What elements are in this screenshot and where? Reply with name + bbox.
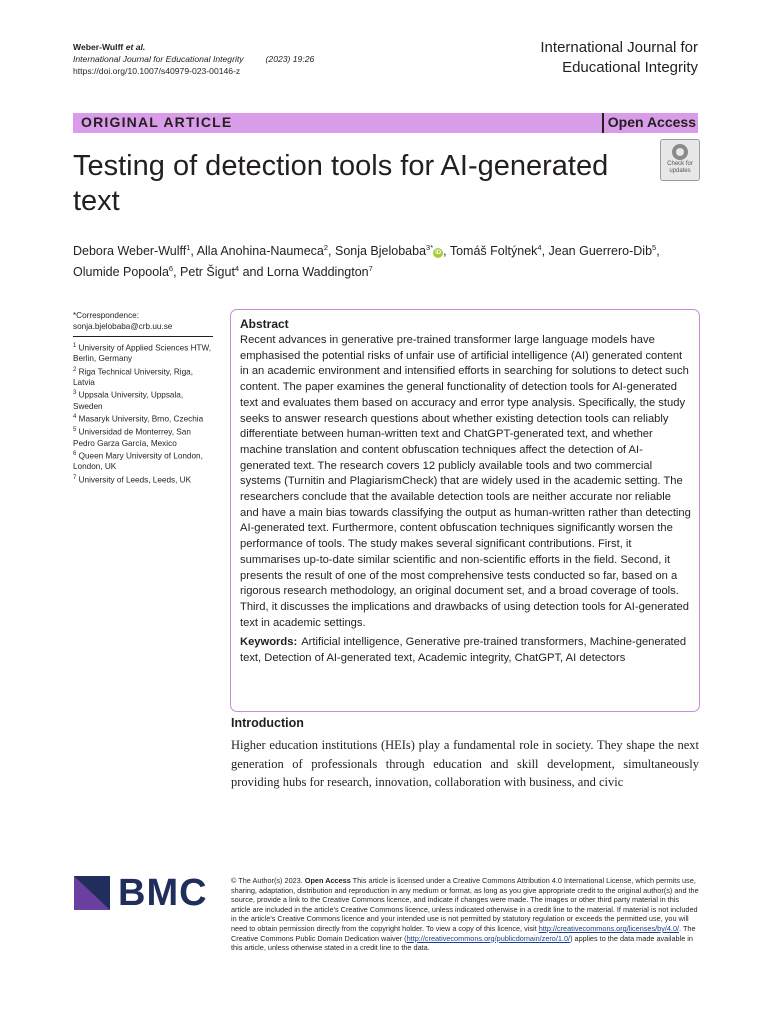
open-access-label: Open Access [602, 113, 698, 133]
author-name[interactable]: Alla Anohina-Naumeca [196, 244, 324, 259]
author-name[interactable]: Petr Šigut [180, 265, 235, 280]
keywords: Keywords: Artificial intelligence, Generative pre-trained transformers, Machine-generated text, Detection of AI-generated text, Academic integrity, ChatGPT, AI detectors [240, 636, 687, 665]
author-name[interactable]: Lorna Waddington [266, 265, 369, 280]
affiliation: $^4$ Masaryk University, Brno, Czechia [73, 414, 204, 424]
license-link[interactable]: http://creativecommons.org/licenses/by/4.0/ [538, 923, 680, 933]
article-type-label: ORIGINAL ARTICLE [81, 114, 233, 130]
affiliation: $^5$ Universidad de Monterrey, San Pedro Garza García, Mexico [73, 427, 191, 448]
author-name[interactable]: Sonja Bjelobaba [334, 244, 427, 259]
affiliation: $^7$ University of Leeds, Leeds, UK [73, 474, 192, 485]
running-authors: Weber-Wulff et al. [73, 42, 146, 52]
introduction-paragraph: Higher education institutions (HEIs) play a fundamental role in society. They shape the next generation of professionals through education and skill development, simultaneously providing hubs for research, innovation, collaboration with business, and civic [231, 738, 699, 789]
author-list: Debora Weber-Wulff$^1$, Alla Anohina-Naumeca$^2$, Sonja Bjelobaba$^{3*}$iD , Tomáš Foltýnek$^4$, Jean Guerrero-Dib$^5$, Olumide Popoola$^6$, Petr Šigut$^4$ and Lorna Waddington$^7$ [73, 243, 660, 280]
affiliation: $^3$ Uppsala University, Uppsala, Sweden [73, 390, 184, 411]
abstract-box [230, 309, 700, 712]
author-name[interactable]: Debora Weber-Wulff [73, 244, 187, 259]
bmc-logo-mark-icon [74, 876, 114, 910]
doi-link[interactable]: https://doi.org/10.1007/s40979-023-00146-z [73, 66, 241, 76]
correspondence-email[interactable]: sonja.bjelobaba@crb.uu.se [73, 321, 173, 331]
abstract-text: Recent advances in generative pre-trained transformer large language models have emphasised the potential risks of unfair use of artificial intelligence (AI) generated content in an academic environment and intensified efforts in searching for solutions to detect such content. The paper examines the general functionality of detection tools for AI-generated text and evaluates them based on accuracy and error type analysis. Specifically, the study seeks to answer research questions about whether existing detection tools can reliably differentiate between human-written text and ChatGPT-generated text, and whether machine translation and content obfuscation techniques affect the detection of AI-generated text. The research covers 12 publicly available tools and two commercial systems (Turnitin and PlagiarismCheck) that are widely used in the academic setting. The researchers conclude that the available detection tools are neither accurate nor reliable and have a main bias towards classifying the output as human-written rather than detecting AI-generated text. Furthermore, content obfuscation techniques significantly worsen the performance of tools. The study makes several significant contributions. First, it summarises up-to-date similar scientific and non-scientific efforts in the field. Second, it presents the result of one of the most comprehensive tests conducted so far, based on a rigorous research methodology, an original document set, and a broad coverage of tools. Third, it discusses the implications and drawbacks of using detection tools for AI-generated text in academic settings. [240, 334, 691, 629]
author-name[interactable]: Tomáš Foltýnek [449, 244, 538, 259]
correspondence: *Correspondence: sonja.bjelobaba@crb.uu.se [73, 311, 213, 337]
running-header [73, 41, 314, 77]
article-type-banner [73, 113, 698, 133]
orcid-icon[interactable]: iD [435, 250, 442, 257]
affiliations-sidebar [73, 311, 213, 486]
bmc-logo: BMC [74, 876, 214, 910]
affiliation: $^6$ Queen Mary University of London, London, UK [73, 451, 203, 472]
author-name[interactable]: Olumide Popoola [73, 265, 169, 280]
affiliation: $^1$ University of Applied Sciences HTW, Berlin, Germany [73, 343, 212, 364]
license-notice: © The Author(s) 2023. Open Access This article is licensed under a Creative Commons Attribution 4.0 International License, which permits use, sharing, adaptation, distribution and reproduction in any medium or format, as long as you give appropriate credit to the original author(s) and the source, provide a link to the Creative Commons licence, and indicate if changes were made. The images or other third party material in this article are included in the article's Creative Commons licence, unless indicated otherwise in a credit line to the material. If material is not included in the article's Creative Commons licence and your intended use is not permitted by statutory regulation or exceeds the permitted use, you will need to obtain permission directly from the copyright holder. To view a copy of this licence, visit http://creativecommons.org/licenses/by/4.0/. The Creative Commons Public Domain Dedication waiver (http://creativecommons.org/publicdomain/zero/1.0/) applies to the data made available in this article, unless otherwise stated in a credit line to the data. [231, 876, 699, 953]
author-name[interactable]: Jean Guerrero-Dib [548, 244, 653, 259]
article-title: Testing of detection tools for AI-generated text [73, 150, 609, 217]
affiliation: $^2$ Riga Technical University, Riga, Latvia [73, 366, 193, 387]
check-for-updates-badge[interactable]: Check for updates [660, 139, 700, 181]
abstract-heading: Abstract [240, 317, 289, 331]
section-heading-introduction: Introduction [231, 716, 304, 730]
journal-brand: International Journal for Educational Integrity [540, 39, 698, 76]
running-journal: International Journal for Educational Integrity (2023) 19:26 [73, 54, 315, 64]
check-updates-icon [672, 144, 688, 160]
cc0-link[interactable]: http://creativecommons.org/publicdomain/zero/1.0/ [406, 933, 571, 943]
